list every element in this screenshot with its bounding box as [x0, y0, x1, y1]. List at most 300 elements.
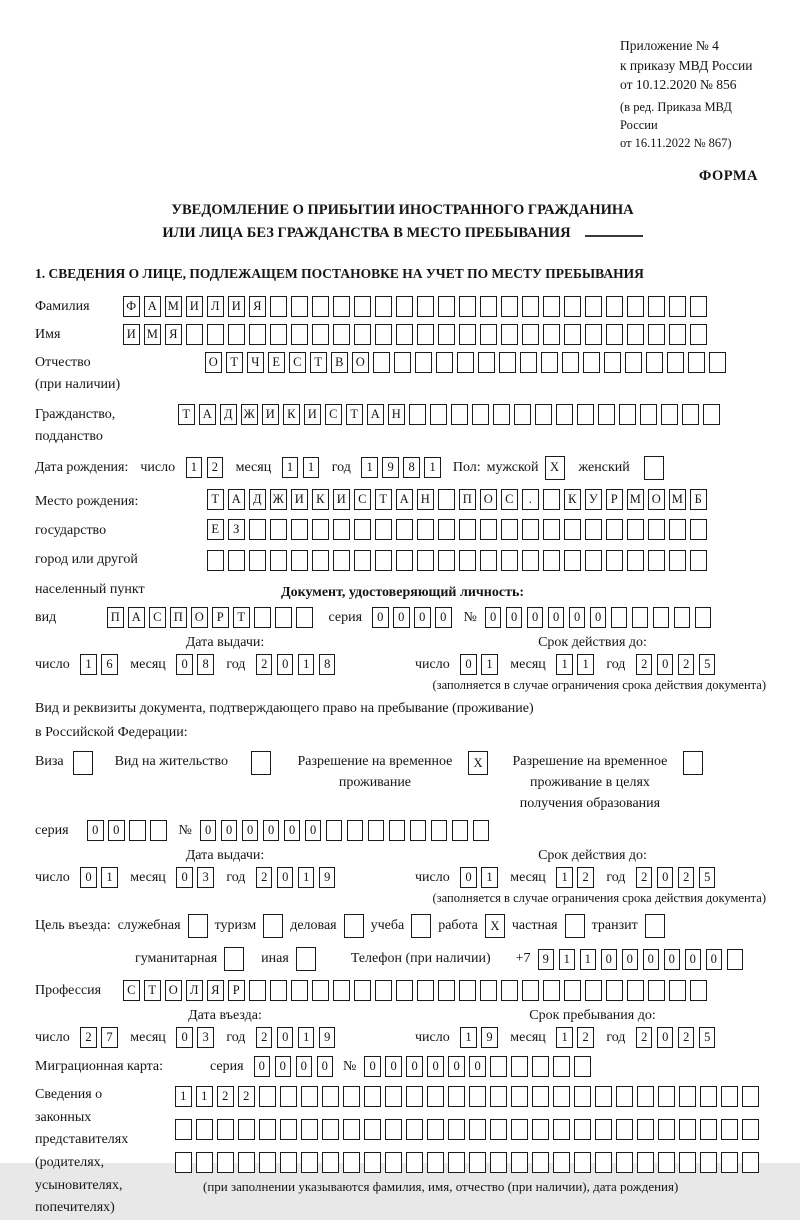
char-cell[interactable]: [259, 1119, 276, 1140]
char-cell[interactable]: Д: [249, 489, 266, 510]
char-cell[interactable]: [427, 1086, 444, 1107]
char-cell[interactable]: А: [144, 296, 161, 317]
char-cell[interactable]: 1: [186, 457, 203, 478]
char-cell[interactable]: [658, 1086, 675, 1107]
char-cell[interactable]: [333, 980, 350, 1001]
char-cell[interactable]: [364, 1086, 381, 1107]
char-cell[interactable]: [742, 1119, 759, 1140]
char-cell[interactable]: [459, 296, 476, 317]
char-cell[interactable]: [312, 550, 329, 571]
char-cell[interactable]: О: [648, 489, 665, 510]
char-cell[interactable]: А: [128, 607, 145, 628]
char-cell[interactable]: 0: [643, 949, 660, 970]
char-cell[interactable]: [564, 324, 581, 345]
char-cell[interactable]: Ж: [241, 404, 258, 425]
char-cell[interactable]: [301, 1152, 318, 1173]
char-cell[interactable]: [448, 1119, 465, 1140]
char-cell[interactable]: 0: [254, 1056, 271, 1077]
purpose-study-checkbox[interactable]: [411, 914, 431, 938]
char-cell[interactable]: [427, 1119, 444, 1140]
char-cell[interactable]: [343, 1152, 360, 1173]
char-cell[interactable]: [438, 489, 455, 510]
char-cell[interactable]: З: [228, 519, 245, 540]
char-cell[interactable]: [480, 296, 497, 317]
char-cell[interactable]: [669, 980, 686, 1001]
char-cell[interactable]: 0: [242, 820, 259, 841]
char-cell[interactable]: [541, 352, 558, 373]
char-cell[interactable]: 0: [657, 654, 674, 675]
char-cell[interactable]: [501, 550, 518, 571]
char-cell[interactable]: [457, 352, 474, 373]
char-cell[interactable]: М: [165, 296, 182, 317]
char-cell[interactable]: О: [352, 352, 369, 373]
char-cell[interactable]: [480, 324, 497, 345]
char-cell[interactable]: [625, 352, 642, 373]
char-cell[interactable]: 0: [275, 1056, 292, 1077]
char-cell[interactable]: [511, 1152, 528, 1173]
char-cell[interactable]: С: [325, 404, 342, 425]
char-cell[interactable]: [375, 296, 392, 317]
char-cell[interactable]: [595, 1152, 612, 1173]
char-cell[interactable]: [721, 1086, 738, 1107]
char-cell[interactable]: 1: [101, 867, 118, 888]
char-cell[interactable]: [585, 550, 602, 571]
char-cell[interactable]: Т: [207, 489, 224, 510]
char-cell[interactable]: 0: [569, 607, 586, 628]
char-cell[interactable]: [637, 1119, 654, 1140]
char-cell[interactable]: [532, 1086, 549, 1107]
char-cell[interactable]: 1: [556, 867, 573, 888]
char-cell[interactable]: [553, 1152, 570, 1173]
char-cell[interactable]: .: [522, 489, 539, 510]
char-cell[interactable]: [322, 1152, 339, 1173]
char-cell[interactable]: М: [144, 324, 161, 345]
char-cell[interactable]: [637, 1152, 654, 1173]
char-cell[interactable]: [627, 296, 644, 317]
char-cell[interactable]: 1: [481, 867, 498, 888]
char-cell[interactable]: [375, 980, 392, 1001]
purpose-private-checkbox[interactable]: [565, 914, 585, 938]
char-cell[interactable]: 0: [277, 867, 294, 888]
char-cell[interactable]: [438, 519, 455, 540]
char-cell[interactable]: 0: [296, 1056, 313, 1077]
char-cell[interactable]: [394, 352, 411, 373]
char-cell[interactable]: [436, 352, 453, 373]
char-cell[interactable]: [674, 607, 691, 628]
char-cell[interactable]: [490, 1086, 507, 1107]
char-cell[interactable]: [553, 1056, 570, 1077]
char-cell[interactable]: [385, 1086, 402, 1107]
char-cell[interactable]: [501, 519, 518, 540]
char-cell[interactable]: [438, 550, 455, 571]
char-cell[interactable]: 0: [506, 607, 523, 628]
char-cell[interactable]: И: [228, 296, 245, 317]
char-cell[interactable]: С: [501, 489, 518, 510]
char-cell[interactable]: [451, 404, 468, 425]
char-cell[interactable]: [490, 1119, 507, 1140]
char-cell[interactable]: А: [367, 404, 384, 425]
char-cell[interactable]: [690, 324, 707, 345]
char-cell[interactable]: [396, 324, 413, 345]
char-cell[interactable]: С: [123, 980, 140, 1001]
char-cell[interactable]: А: [199, 404, 216, 425]
char-cell[interactable]: 0: [393, 607, 410, 628]
char-cell[interactable]: [511, 1119, 528, 1140]
char-cell[interactable]: С: [354, 489, 371, 510]
char-cell[interactable]: [616, 1119, 633, 1140]
char-cell[interactable]: [238, 1119, 255, 1140]
char-cell[interactable]: [406, 1152, 423, 1173]
char-cell[interactable]: [604, 352, 621, 373]
char-cell[interactable]: 0: [685, 949, 702, 970]
char-cell[interactable]: [270, 550, 287, 571]
char-cell[interactable]: [228, 550, 245, 571]
char-cell[interactable]: [270, 519, 287, 540]
char-cell[interactable]: 0: [601, 949, 618, 970]
char-cell[interactable]: [700, 1086, 717, 1107]
char-cell[interactable]: [522, 980, 539, 1001]
char-cell[interactable]: 0: [622, 949, 639, 970]
residence-permit-checkbox[interactable]: [251, 751, 271, 775]
char-cell[interactable]: [333, 550, 350, 571]
char-cell[interactable]: [196, 1119, 213, 1140]
char-cell[interactable]: 0: [706, 949, 723, 970]
char-cell[interactable]: [564, 980, 581, 1001]
char-cell[interactable]: [583, 352, 600, 373]
char-cell[interactable]: [431, 820, 448, 841]
char-cell[interactable]: [354, 519, 371, 540]
char-cell[interactable]: [501, 296, 518, 317]
char-cell[interactable]: М: [669, 489, 686, 510]
char-cell[interactable]: 9: [382, 457, 399, 478]
char-cell[interactable]: [326, 820, 343, 841]
char-cell[interactable]: [469, 1152, 486, 1173]
char-cell[interactable]: 1: [556, 1027, 573, 1048]
char-cell[interactable]: С: [149, 607, 166, 628]
char-cell[interactable]: [585, 980, 602, 1001]
char-cell[interactable]: [280, 1152, 297, 1173]
char-cell[interactable]: И: [333, 489, 350, 510]
char-cell[interactable]: [669, 296, 686, 317]
char-cell[interactable]: Т: [346, 404, 363, 425]
char-cell[interactable]: [564, 296, 581, 317]
char-cell[interactable]: [532, 1152, 549, 1173]
char-cell[interactable]: 2: [577, 1027, 594, 1048]
char-cell[interactable]: [438, 324, 455, 345]
char-cell[interactable]: 0: [80, 867, 97, 888]
sex-female-checkbox[interactable]: [644, 456, 664, 480]
purpose-business-checkbox[interactable]: [188, 914, 208, 938]
char-cell[interactable]: [700, 1119, 717, 1140]
char-cell[interactable]: 5: [699, 1027, 716, 1048]
char-cell[interactable]: Т: [310, 352, 327, 373]
char-cell[interactable]: [585, 296, 602, 317]
char-cell[interactable]: [522, 519, 539, 540]
char-cell[interactable]: 2: [636, 867, 653, 888]
char-cell[interactable]: [396, 550, 413, 571]
char-cell[interactable]: [480, 980, 497, 1001]
char-cell[interactable]: [259, 1152, 276, 1173]
char-cell[interactable]: [291, 980, 308, 1001]
char-cell[interactable]: [347, 820, 364, 841]
char-cell[interactable]: [522, 324, 539, 345]
char-cell[interactable]: 0: [406, 1056, 423, 1077]
char-cell[interactable]: [648, 550, 665, 571]
char-cell[interactable]: 0: [485, 607, 502, 628]
char-cell[interactable]: [322, 1119, 339, 1140]
char-cell[interactable]: 1: [424, 457, 441, 478]
char-cell[interactable]: [543, 550, 560, 571]
char-cell[interactable]: 1: [282, 457, 299, 478]
char-cell[interactable]: 1: [556, 654, 573, 675]
char-cell[interactable]: Р: [606, 489, 623, 510]
char-cell[interactable]: [373, 352, 390, 373]
char-cell[interactable]: [562, 352, 579, 373]
char-cell[interactable]: [682, 404, 699, 425]
char-cell[interactable]: [415, 352, 432, 373]
char-cell[interactable]: [646, 352, 663, 373]
char-cell[interactable]: 8: [319, 654, 336, 675]
char-cell[interactable]: 2: [217, 1086, 234, 1107]
char-cell[interactable]: [627, 324, 644, 345]
char-cell[interactable]: [709, 352, 726, 373]
char-cell[interactable]: [275, 607, 292, 628]
char-cell[interactable]: [679, 1119, 696, 1140]
char-cell[interactable]: О: [165, 980, 182, 1001]
char-cell[interactable]: [574, 1086, 591, 1107]
char-cell[interactable]: 0: [176, 867, 193, 888]
char-cell[interactable]: [522, 550, 539, 571]
char-cell[interactable]: [511, 1056, 528, 1077]
char-cell[interactable]: [249, 980, 266, 1001]
char-cell[interactable]: [249, 519, 266, 540]
char-cell[interactable]: И: [123, 324, 140, 345]
char-cell[interactable]: Л: [207, 296, 224, 317]
char-cell[interactable]: [396, 519, 413, 540]
char-cell[interactable]: [333, 296, 350, 317]
char-cell[interactable]: Д: [220, 404, 237, 425]
char-cell[interactable]: 1: [298, 867, 315, 888]
char-cell[interactable]: [469, 1119, 486, 1140]
char-cell[interactable]: [150, 820, 167, 841]
char-cell[interactable]: [438, 296, 455, 317]
char-cell[interactable]: [438, 980, 455, 1001]
char-cell[interactable]: [553, 1086, 570, 1107]
char-cell[interactable]: [679, 1086, 696, 1107]
char-cell[interactable]: [410, 820, 427, 841]
char-cell[interactable]: 2: [238, 1086, 255, 1107]
char-cell[interactable]: Н: [388, 404, 405, 425]
char-cell[interactable]: [556, 404, 573, 425]
char-cell[interactable]: 0: [657, 867, 674, 888]
char-cell[interactable]: [396, 980, 413, 1001]
char-cell[interactable]: 2: [678, 867, 695, 888]
char-cell[interactable]: [312, 980, 329, 1001]
char-cell[interactable]: [695, 607, 712, 628]
char-cell[interactable]: [291, 550, 308, 571]
char-cell[interactable]: [585, 324, 602, 345]
char-cell[interactable]: 0: [460, 654, 477, 675]
char-cell[interactable]: [632, 607, 649, 628]
char-cell[interactable]: Ч: [247, 352, 264, 373]
char-cell[interactable]: [417, 550, 434, 571]
char-cell[interactable]: [501, 980, 518, 1001]
char-cell[interactable]: [448, 1152, 465, 1173]
char-cell[interactable]: [249, 550, 266, 571]
char-cell[interactable]: 1: [580, 949, 597, 970]
char-cell[interactable]: 0: [176, 1027, 193, 1048]
char-cell[interactable]: [270, 980, 287, 1001]
char-cell[interactable]: [543, 980, 560, 1001]
char-cell[interactable]: К: [312, 489, 329, 510]
char-cell[interactable]: 0: [364, 1056, 381, 1077]
char-cell[interactable]: [661, 404, 678, 425]
char-cell[interactable]: О: [191, 607, 208, 628]
visa-checkbox[interactable]: [73, 751, 93, 775]
sex-male-checkbox[interactable]: X: [545, 456, 565, 480]
char-cell[interactable]: [312, 324, 329, 345]
char-cell[interactable]: [511, 1086, 528, 1107]
char-cell[interactable]: [448, 1086, 465, 1107]
char-cell[interactable]: [606, 324, 623, 345]
char-cell[interactable]: 0: [277, 654, 294, 675]
char-cell[interactable]: 0: [527, 607, 544, 628]
char-cell[interactable]: 0: [590, 607, 607, 628]
char-cell[interactable]: 0: [108, 820, 125, 841]
char-cell[interactable]: [354, 980, 371, 1001]
char-cell[interactable]: [417, 324, 434, 345]
char-cell[interactable]: [430, 404, 447, 425]
char-cell[interactable]: [669, 324, 686, 345]
char-cell[interactable]: [368, 820, 385, 841]
char-cell[interactable]: 1: [80, 654, 97, 675]
char-cell[interactable]: 0: [284, 820, 301, 841]
char-cell[interactable]: [427, 1152, 444, 1173]
char-cell[interactable]: [543, 489, 560, 510]
char-cell[interactable]: Р: [212, 607, 229, 628]
char-cell[interactable]: [648, 519, 665, 540]
char-cell[interactable]: 7: [101, 1027, 118, 1048]
char-cell[interactable]: 8: [403, 457, 420, 478]
char-cell[interactable]: 0: [372, 607, 389, 628]
char-cell[interactable]: [742, 1152, 759, 1173]
char-cell[interactable]: Я: [165, 324, 182, 345]
char-cell[interactable]: [742, 1086, 759, 1107]
char-cell[interactable]: 2: [256, 654, 273, 675]
char-cell[interactable]: 0: [200, 820, 217, 841]
char-cell[interactable]: [616, 1086, 633, 1107]
char-cell[interactable]: [312, 519, 329, 540]
char-cell[interactable]: [598, 404, 615, 425]
char-cell[interactable]: М: [627, 489, 644, 510]
char-cell[interactable]: [514, 404, 531, 425]
char-cell[interactable]: [291, 324, 308, 345]
char-cell[interactable]: [296, 607, 313, 628]
char-cell[interactable]: [595, 1119, 612, 1140]
char-cell[interactable]: [490, 1056, 507, 1077]
char-cell[interactable]: 9: [319, 867, 336, 888]
char-cell[interactable]: [700, 1152, 717, 1173]
purpose-other-checkbox[interactable]: [296, 947, 316, 971]
char-cell[interactable]: 2: [256, 867, 273, 888]
char-cell[interactable]: 0: [460, 867, 477, 888]
char-cell[interactable]: [343, 1119, 360, 1140]
char-cell[interactable]: [254, 607, 271, 628]
char-cell[interactable]: [389, 820, 406, 841]
char-cell[interactable]: [459, 980, 476, 1001]
char-cell[interactable]: [396, 296, 413, 317]
char-cell[interactable]: У: [585, 489, 602, 510]
char-cell[interactable]: [690, 980, 707, 1001]
char-cell[interactable]: [690, 296, 707, 317]
char-cell[interactable]: [627, 519, 644, 540]
char-cell[interactable]: [669, 519, 686, 540]
char-cell[interactable]: [669, 550, 686, 571]
char-cell[interactable]: 1: [481, 654, 498, 675]
char-cell[interactable]: [364, 1119, 381, 1140]
char-cell[interactable]: С: [289, 352, 306, 373]
char-cell[interactable]: 0: [414, 607, 431, 628]
char-cell[interactable]: 1: [196, 1086, 213, 1107]
char-cell[interactable]: [238, 1152, 255, 1173]
char-cell[interactable]: Т: [375, 489, 392, 510]
char-cell[interactable]: [606, 519, 623, 540]
char-cell[interactable]: [228, 324, 245, 345]
char-cell[interactable]: 3: [197, 867, 214, 888]
char-cell[interactable]: [312, 296, 329, 317]
char-cell[interactable]: [703, 404, 720, 425]
char-cell[interactable]: [217, 1152, 234, 1173]
char-cell[interactable]: 0: [87, 820, 104, 841]
purpose-commercial-checkbox[interactable]: [344, 914, 364, 938]
char-cell[interactable]: [385, 1119, 402, 1140]
char-cell[interactable]: [354, 296, 371, 317]
char-cell[interactable]: 2: [207, 457, 224, 478]
char-cell[interactable]: А: [396, 489, 413, 510]
char-cell[interactable]: 2: [636, 1027, 653, 1048]
char-cell[interactable]: [690, 550, 707, 571]
char-cell[interactable]: [553, 1119, 570, 1140]
char-cell[interactable]: 0: [448, 1056, 465, 1077]
char-cell[interactable]: [611, 607, 628, 628]
char-cell[interactable]: [301, 1086, 318, 1107]
char-cell[interactable]: [196, 1152, 213, 1173]
char-cell[interactable]: [522, 296, 539, 317]
char-cell[interactable]: 0: [317, 1056, 334, 1077]
temp-residence-education-checkbox[interactable]: [683, 751, 703, 775]
char-cell[interactable]: [679, 1152, 696, 1173]
char-cell[interactable]: [606, 980, 623, 1001]
char-cell[interactable]: 9: [319, 1027, 336, 1048]
char-cell[interactable]: И: [291, 489, 308, 510]
char-cell[interactable]: [459, 550, 476, 571]
char-cell[interactable]: [564, 550, 581, 571]
char-cell[interactable]: [175, 1119, 192, 1140]
char-cell[interactable]: К: [564, 489, 581, 510]
char-cell[interactable]: [472, 404, 489, 425]
char-cell[interactable]: [291, 296, 308, 317]
char-cell[interactable]: 1: [303, 457, 320, 478]
char-cell[interactable]: [270, 324, 287, 345]
char-cell[interactable]: [577, 404, 594, 425]
char-cell[interactable]: [375, 550, 392, 571]
char-cell[interactable]: [648, 296, 665, 317]
char-cell[interactable]: Т: [178, 404, 195, 425]
char-cell[interactable]: [585, 519, 602, 540]
char-cell[interactable]: [532, 1119, 549, 1140]
char-cell[interactable]: [535, 404, 552, 425]
char-cell[interactable]: [619, 404, 636, 425]
